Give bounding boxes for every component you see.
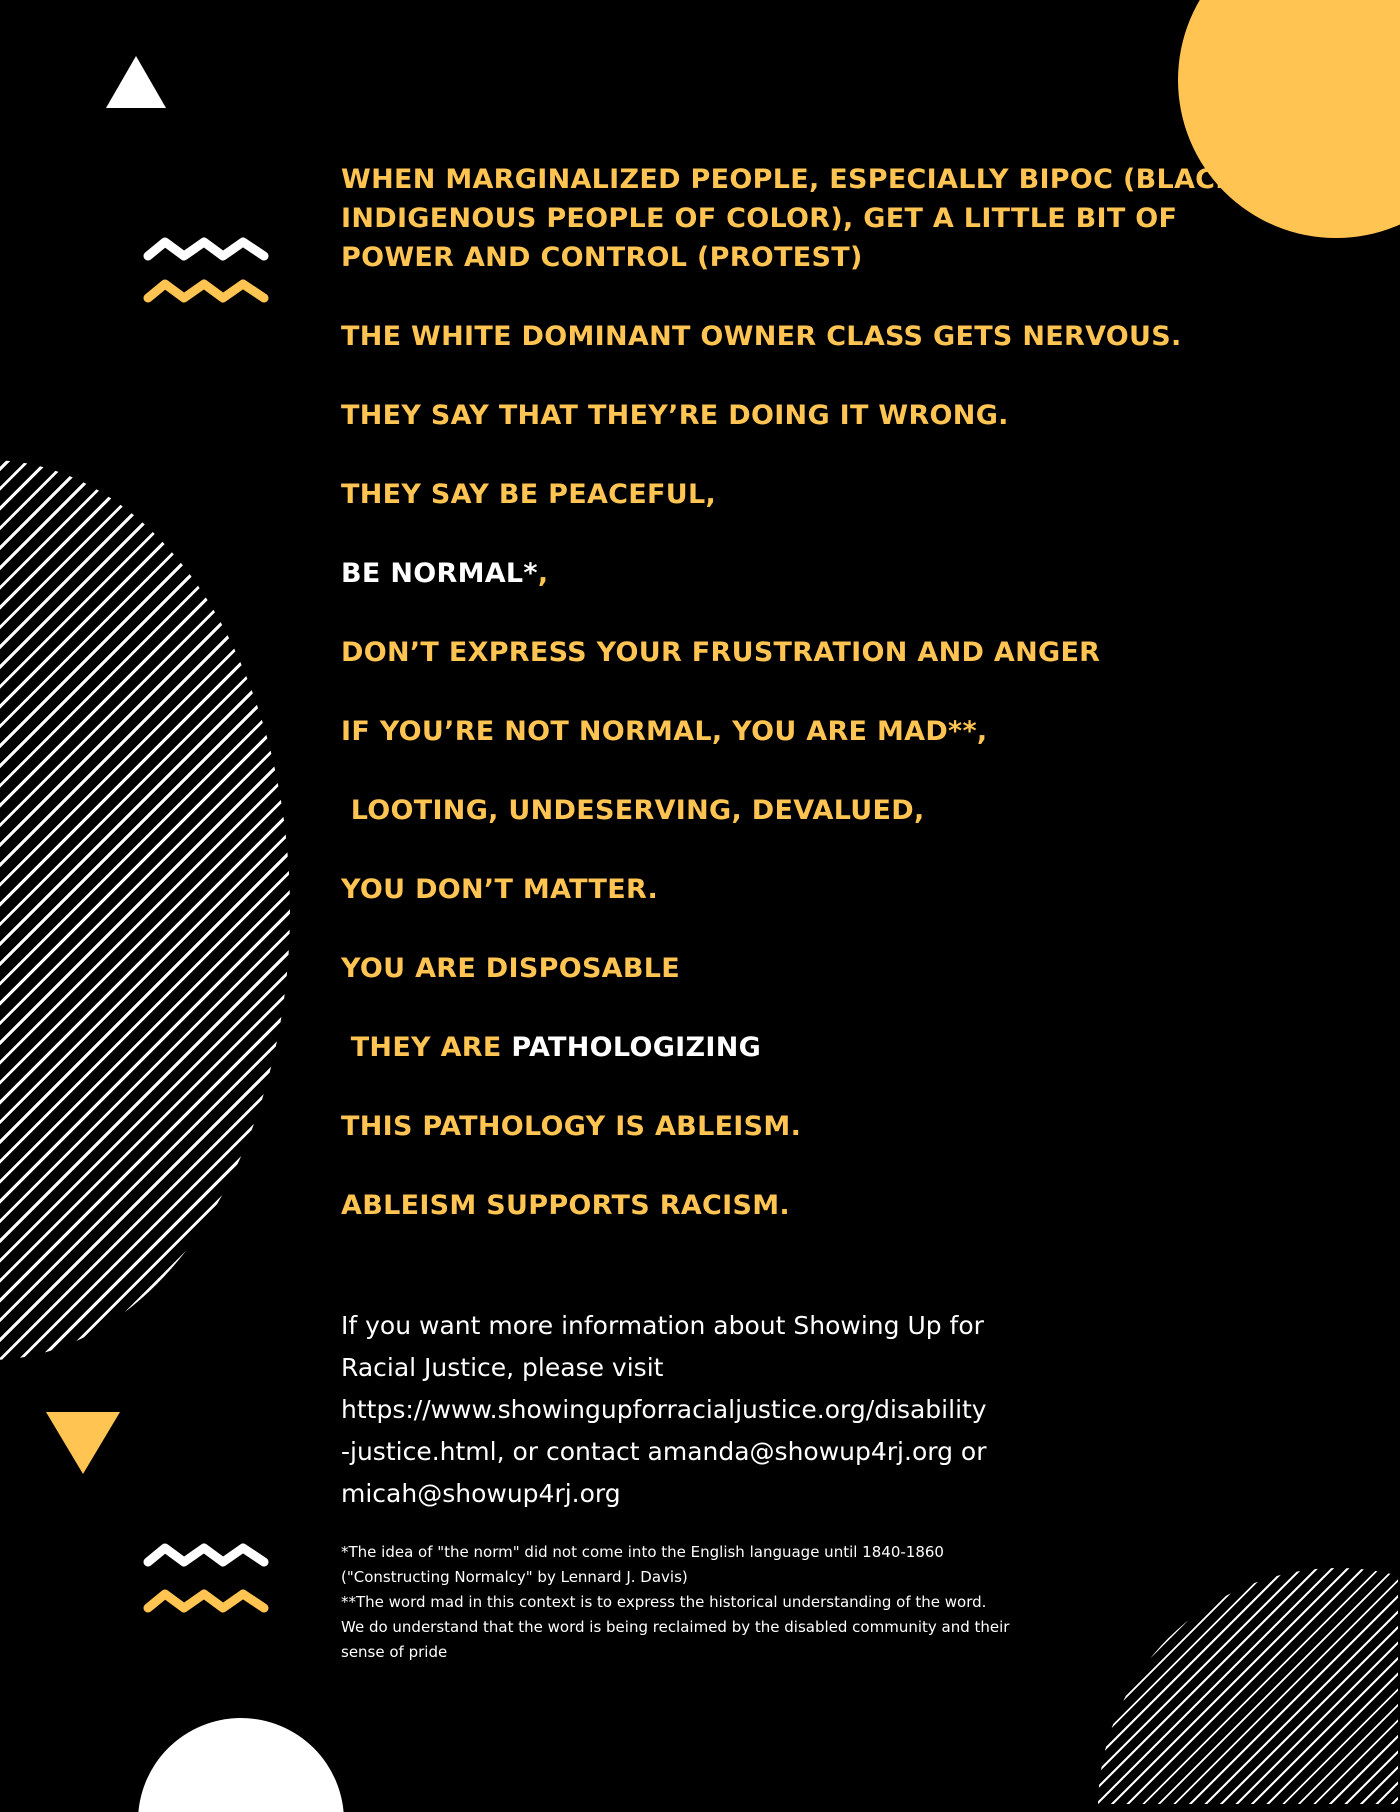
white-triangle-up-icon	[104, 54, 168, 110]
statement-dont-matter: YOU DON’T MATTER.	[341, 874, 659, 905]
statement-looting: LOOTING, UNDESERVING, DEVALUED,	[341, 795, 925, 826]
statement-pathologizing	[341, 1028, 1241, 1067]
white-zigzag-bottom-icon	[142, 1540, 270, 1570]
info-contact-email[interactable]: micah@showup4rj.org	[341, 1479, 621, 1508]
statement-owner-class: THE WHITE DOMINANT OWNER CLASS GETS NERVOUS.	[341, 321, 1182, 352]
be-normal-highlight: BE NORMAL*	[341, 558, 538, 589]
yellow-triangle-down-icon	[44, 1410, 122, 1476]
footnote-line: sense of pride	[341, 1643, 448, 1661]
footnote-line: ("Constructing Normalcy" by Lennard J. Davis)	[341, 1568, 688, 1586]
statement-dont-express: DON’T EXPRESS YOUR FRUSTRATION AND ANGER	[341, 637, 1101, 668]
statement-disposable: YOU ARE DISPOSABLE	[341, 953, 681, 984]
striped-circle-left-decoration	[0, 460, 290, 1360]
statement-not-normal: IF YOU’RE NOT NORMAL, YOU ARE MAD**,	[341, 716, 988, 747]
white-zigzag-icon	[142, 234, 270, 264]
be-normal-comma: ,	[537, 558, 549, 589]
pathologizing-highlight: PATHOLOGIZING	[511, 1032, 762, 1063]
footnote-line: We do understand that the word is being reclaimed by the disabled community and their	[341, 1618, 1010, 1636]
statement-be-normal	[341, 554, 1241, 593]
info-line: If you want more information about Showing Up for	[341, 1311, 984, 1340]
footnote-line: **The word mad in this context is to express the historical understanding of the word.	[341, 1593, 987, 1611]
statement-be-peaceful: THEY SAY BE PEACEFUL,	[341, 479, 717, 510]
yellow-zigzag-icon	[142, 276, 270, 306]
striped-circle-bottom-right-decoration	[1098, 1568, 1400, 1812]
pathologizing-lead: THEY ARE	[341, 1032, 512, 1063]
footnotes	[341, 1540, 1061, 1665]
statement-ableism: THIS PATHOLOGY IS ABLEISM.	[341, 1111, 802, 1142]
info-line: Racial Justice, please visit	[341, 1353, 664, 1382]
statement-doing-wrong: THEY SAY THAT THEY’RE DOING IT WRONG.	[341, 400, 1009, 431]
info-contact-line[interactable]: -justice.html, or contact amanda@showup4rj.org or	[341, 1437, 987, 1466]
info-url-line[interactable]: https://www.showingupforracialjustice.org/disability	[341, 1395, 987, 1424]
footnote-line: *The idea of "the norm" did not come into the English language until 1840-1860	[341, 1543, 944, 1561]
white-circle-decoration	[138, 1718, 344, 1812]
info-paragraph	[341, 1305, 1061, 1515]
statement-intro: WHEN MARGINALIZED PEOPLE, ESPECIALLY BIPOC (BLACK INDIGENOUS PEOPLE OF COLOR), GET A LITTLE BIT OF POWER AND CONTROL (PROTEST)	[341, 164, 1237, 273]
yellow-zigzag-bottom-icon	[142, 1586, 270, 1616]
statement-racism: ABLEISM SUPPORTS RACISM.	[341, 1190, 790, 1221]
statement-list	[341, 160, 1241, 1265]
